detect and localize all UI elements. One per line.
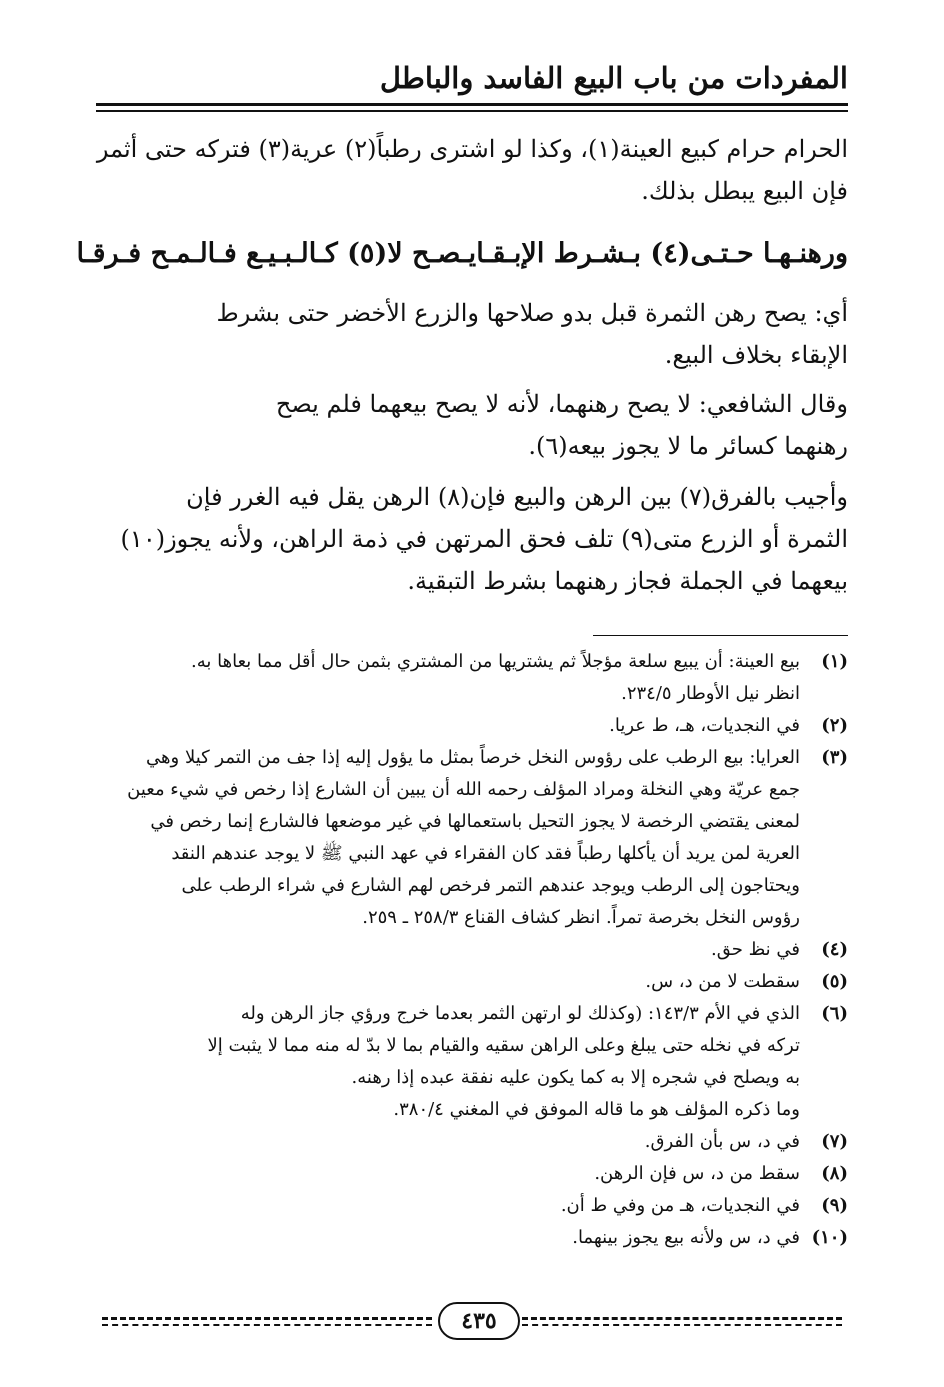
page-number: ٤٣٥ [438, 1302, 520, 1340]
footnote-line: في النجديات، هـ، ط عريا. [609, 715, 800, 736]
verse-first-hemistich: ورهنـهـا حـتـى(٤) بـشـرط الإبـقـا [476, 238, 848, 269]
running-header-title: المفردات من باب البيع الفاسد والباطل [379, 61, 848, 95]
footnote-number: (١٠) [811, 1227, 848, 1248]
footnote-line: تركه في نخله حتى يبلغ وعلى الراهن سقيه والقيام بما لا بدّ له منه مما لا يثبت إلا [207, 1035, 800, 1056]
footnote-3 [100, 742, 848, 934]
footnote-line: جمع عريّة وهي النخلة ومراد المؤلف رحمه الله أن يبين أن الشارع إذا رخص في شيء معين [127, 779, 800, 800]
footnote-10 [100, 1222, 848, 1254]
footnote-number: (٣) [821, 747, 848, 768]
footnote-number: (٧) [821, 1131, 848, 1152]
footnote-line: ويحتاجون إلى الرطب ويوجد عندهم التمر فرخص لهم الشارع في شراء الرطب على [181, 875, 800, 896]
footnote-line: في نظ حق. [710, 939, 800, 960]
footnote-line: لمعنى يقتضي الرخصة لا يجوز التحيل باستعمالها في غير موضعها فالشارع إنما رخص في [150, 811, 800, 832]
footnote-4 [100, 934, 848, 966]
footnote-line: بيع العينة: أن يبيع سلعة مؤجلاً ثم يشتريها من المشتري بثمن حال أقل مما بعاها به. [191, 651, 800, 672]
text-line: وأجيب بالفرق(٧) بين الرهن والبيع فإن(٨) الرهن يقل فيه الغرر فإن [186, 483, 848, 511]
footnote-line: به ويصلح في شجره إلا به كما يكون عليه نفقة عبده إذا رهنه. [351, 1067, 800, 1088]
paragraph-3 [100, 383, 848, 467]
footnote-number: (١) [821, 651, 848, 672]
paragraph-4 [100, 476, 848, 602]
header-rule-thick [96, 103, 848, 106]
footnote-number: (٥) [821, 971, 848, 992]
text-line: الإبقاء بخلاف البيع. [664, 341, 848, 369]
footnote-line: في د، س بأن الفرق. [644, 1131, 800, 1152]
footer-dashed-rule-left-lower [102, 1324, 432, 1326]
text-line: فإن البيع يبطل بذلك. [641, 177, 848, 205]
footnote-line: في د، س ولأنه بيع يجوز بينهما. [572, 1227, 800, 1248]
footnote-line: الذي في الأم ١٤٣/٣: (وكذلك لو ارتهن الثمر بعدما خرج ورؤي جاز الرهن وله [240, 1003, 800, 1024]
footer-dashed-rule-right-lower [522, 1324, 842, 1326]
footnote-divider [593, 635, 848, 636]
footnote-number: (٦) [821, 1003, 848, 1024]
footnote-line: العرية لمن يريد أن يأكلها رطباً فقد كان الفقراء في عهد النبي ﷺ لا يوجد عندهم النقد [171, 843, 800, 864]
footnote-9 [100, 1190, 848, 1222]
footer-dashed-rule-left [102, 1317, 432, 1320]
footnote-line: رؤوس النخل بخرصة تمراً. انظر كشاف القناع ٢٥٨/٣ ـ ٢٥٩. [362, 907, 800, 928]
text-line: وقال الشافعي: لا يصح رهنهما، لأنه لا يصح بيعهما فلم يصح [275, 390, 848, 418]
footnote-line: في النجديات، هـ من وفي ط أن. [560, 1195, 800, 1216]
text-line: الحرام حرام كبيع العينة(١)، وكذا لو اشترى رطباً(٢) عرية(٣) فتركه حتى أثمر [96, 135, 848, 163]
footnote-line: انظر نيل الأوطار ٢٣٤/٥. [621, 683, 800, 704]
footnote-6 [100, 998, 848, 1126]
text-line: أي: يصح رهن الثمرة قبل بدو صلاحها والزرع الأخضر حتى بشرط [216, 299, 848, 327]
footnote-line: العرايا: بيع الرطب على رؤوس النخل خرصاً بمثل ما يؤول إليه إذا جف من التمر كيلا وهي [146, 747, 800, 768]
header-rule-thin [96, 110, 848, 112]
footnote-number: (٩) [821, 1195, 848, 1216]
text-line: الثمرة أو الزرع متى(٩) تلف فحق المرتهن في ذمة الراهن، ولأنه يجوز(١٠) [120, 525, 848, 553]
footnote-2 [100, 710, 848, 742]
footer-dashed-rule-right [522, 1317, 842, 1320]
footnote-5 [100, 966, 848, 998]
footnote-7 [100, 1126, 848, 1158]
footnote-8 [100, 1158, 848, 1190]
poem-verse [76, 230, 848, 278]
footnote-line: وما ذكره المؤلف هو ما قاله الموفق في المغني ٣٨٠/٤. [393, 1099, 800, 1120]
paragraph-1 [96, 128, 848, 212]
footnote-line: سقط من د، س فإن الرهن. [594, 1163, 800, 1184]
text-line: بيعهما في الجملة فجاز رهنهما بشرط التبقية. [407, 567, 848, 595]
footnote-number: (٤) [821, 939, 848, 960]
footnote-number: (٢) [821, 715, 848, 736]
footnote-line: سقطت لا من د، س. [645, 971, 800, 992]
footnote-number: (٨) [821, 1163, 848, 1184]
verse-second-hemistich: يـصـح لا(٥) كـالـبـيـع فـالـمـح فـرقـا [76, 238, 477, 269]
paragraph-2 [100, 292, 848, 376]
text-line: رهنهما كسائر ما لا يجوز بيعه(٦). [528, 432, 848, 460]
footnote-1 [100, 646, 848, 710]
footnotes [100, 646, 848, 1254]
